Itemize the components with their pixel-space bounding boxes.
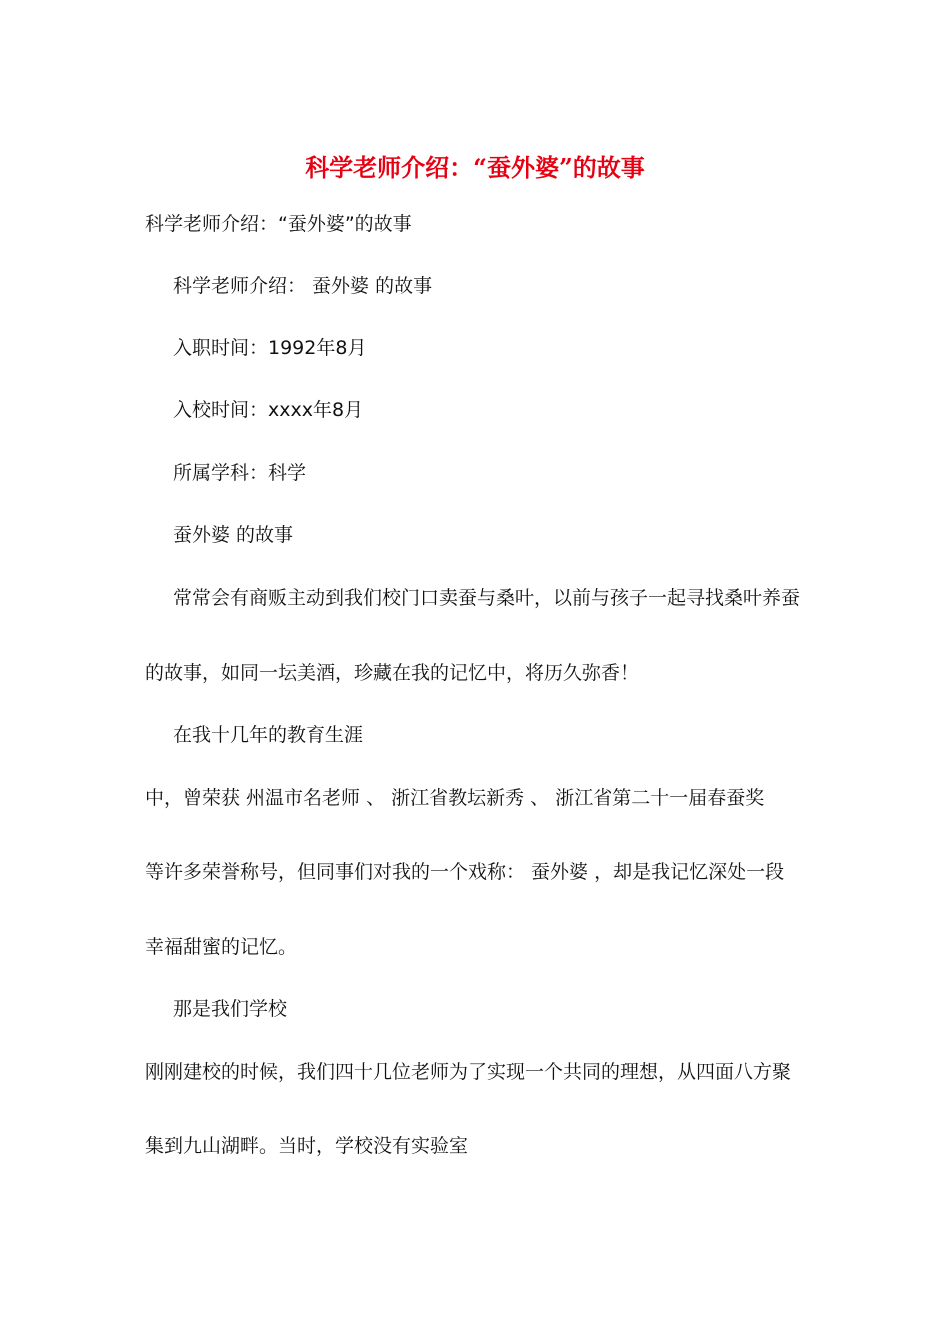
document-title: 科学老师介绍：“蚕外婆”的故事 <box>305 153 645 182</box>
hire-date-line: 入职时间：1992年8月 <box>173 337 367 359</box>
paragraph-text: 的故事，如同一坛美酒，珍藏在我的记忆中，将历久弥香！ <box>145 662 640 684</box>
school-entry-date-line: 入校时间：xxxx年8月 <box>173 399 364 421</box>
paragraph-text: 那是我们学校 <box>173 998 288 1020</box>
paragraph-text: 常常会有商贩主动到我们校门口卖蚕与桑叶，以前与孩子一起寻找桑叶养蚕 <box>173 587 801 609</box>
paragraph-text: 中，曾荣获 州温市名老师 、 浙江省教坛新秀 、 浙江省第二十一届春蚕奖 <box>145 787 765 809</box>
subtitle-line: 科学老师介绍：“蚕外婆”的故事 <box>145 213 412 235</box>
paragraph-text: 集到九山湖畔。当时，学校没有实验室 <box>145 1135 469 1157</box>
paragraph-text: 在我十几年的教育生涯 <box>173 724 364 746</box>
paragraph-text: 刚刚建校的时候，我们四十几位老师为了实现一个共同的理想，从四面八方聚 <box>145 1061 792 1083</box>
story-heading: 蚕外婆 的故事 <box>173 524 294 546</box>
paragraph-text: 等许多荣誉称号，但同事们对我的一个戏称： 蚕外婆 ，却是我记忆深处一段 <box>145 861 785 883</box>
paragraph-text: 幸福甜蜜的记忆。 <box>145 936 298 958</box>
subject-line: 所属学科：科学 <box>173 462 307 484</box>
paragraph-heading: 科学老师介绍： 蚕外婆 的故事 <box>173 275 433 297</box>
